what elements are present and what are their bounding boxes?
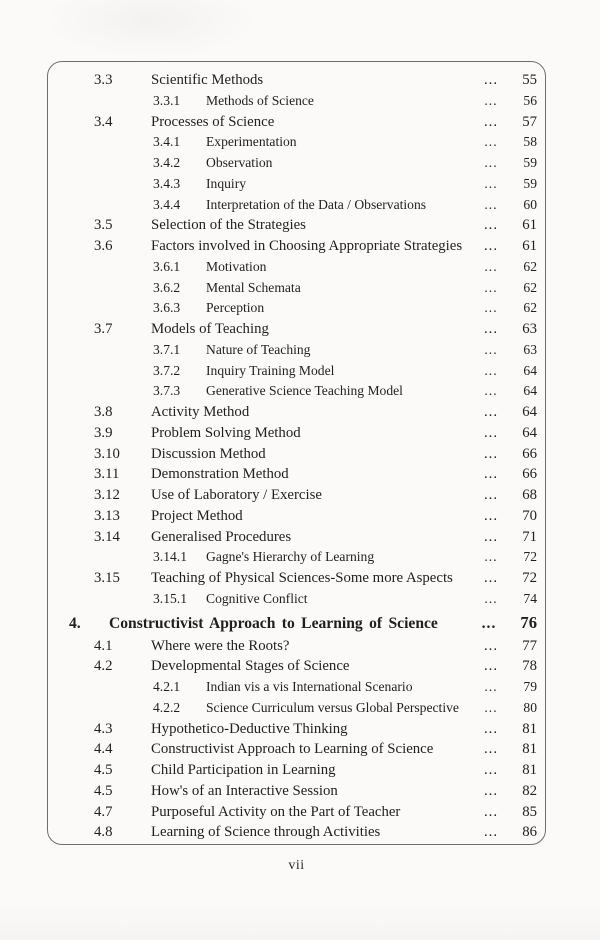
toc-leader-dots: ...	[483, 424, 499, 441]
toc-page-number: 59	[523, 155, 537, 170]
toc-page-number: 61	[522, 217, 537, 234]
toc-leader-dots: ...	[484, 383, 498, 399]
toc-entry-number: 3.6.1	[153, 258, 181, 274]
toc-page-number: 74	[523, 590, 537, 606]
toc-entry-number: 3.4	[94, 113, 113, 130]
toc-leader-dots: ...	[483, 570, 499, 586]
toc-entry-number: 4.5	[94, 762, 113, 778]
toc-entry	[48, 340, 537, 361]
toc-entry	[48, 361, 537, 382]
toc-entry-number: 4.1	[94, 637, 113, 654]
toc-entry-title: Methods of Science	[206, 92, 314, 108]
toc-entry-number: 4.8	[94, 824, 113, 841]
toc-entry-title: Generative Science Teaching Model	[206, 383, 403, 399]
toc-leader-dots: ...	[483, 487, 499, 503]
toc-entry-number: 3.6.3	[153, 300, 181, 316]
toc-page-number: 59	[523, 175, 537, 191]
toc-entry-title: Perception	[206, 300, 265, 316]
toc-entry-title: Cognitive Conflict	[206, 590, 308, 606]
toc-entry-title: Indian vis a vis International Scenario	[206, 679, 413, 694]
toc-entry	[48, 656, 537, 677]
toc-entry	[48, 547, 537, 568]
toc-entry	[48, 719, 537, 740]
toc-entry-title: Selection of the Strategies	[151, 217, 306, 234]
toc-page-number: 78	[522, 658, 537, 675]
folio-page-number: vii	[288, 858, 305, 873]
toc-page-number: 70	[522, 507, 537, 524]
toc-leader-dots: ...	[483, 824, 499, 841]
toc-entry	[48, 610, 537, 636]
toc-entry	[48, 568, 537, 589]
toc-leader-dots: ...	[483, 238, 499, 254]
toc-page-number: 66	[522, 466, 537, 483]
toc-entry-title: Factors involved in Choosing Appropriate Strategies	[151, 238, 463, 254]
toc-leader-dots: ...	[483, 72, 499, 88]
toc-entry	[48, 423, 537, 444]
toc-entry-title: Teaching of Physical Sciences-Some more Aspects	[151, 570, 453, 586]
toc-entry	[48, 781, 537, 802]
toc-entry-number: 3.14.1	[153, 549, 187, 565]
toc-page-number: 61	[522, 238, 537, 254]
toc-page-number: 81	[522, 720, 537, 737]
toc-page-number: 82	[522, 782, 537, 799]
toc-leader-dots: ...	[483, 658, 499, 675]
toc-entry-number: 3.6	[94, 238, 113, 254]
toc-entry-title: Purposeful Activity on the Part of Teacher	[151, 803, 401, 820]
toc-entry	[48, 677, 537, 698]
toc-entry-number: 4.4	[94, 741, 113, 758]
toc-page-number: 86	[522, 824, 537, 841]
toc-entry-number: 3.12	[94, 487, 120, 503]
toc-leader-dots: ...	[483, 217, 499, 234]
toc-entry	[48, 215, 537, 236]
toc-entry-number: 3.4.1	[153, 134, 181, 150]
toc-entry-number: 3.13	[94, 507, 120, 524]
toc-entry	[48, 739, 537, 760]
toc-entry-number: 3.15.1	[153, 590, 187, 606]
toc-page-number: 71	[522, 528, 537, 545]
toc-entry	[48, 760, 537, 781]
toc-entry-title: Discussion Method	[151, 445, 266, 462]
toc-leader-dots: ...	[484, 362, 498, 378]
toc-entry	[48, 506, 537, 527]
toc-leader-dots: ...	[484, 196, 498, 212]
toc-entry-title: Hypothetico-Deductive Thinking	[151, 720, 348, 737]
toc-entry-title: Scientific Methods	[151, 72, 264, 88]
toc-leader-dots: ...	[484, 92, 498, 108]
toc-leader-dots: ...	[483, 466, 499, 483]
toc-entry-title: Child Participation in Learning	[151, 762, 336, 778]
toc-page-number: 68	[522, 487, 537, 503]
toc-entry-number: 3.3.1	[153, 92, 181, 108]
toc-entry	[48, 298, 537, 319]
toc-page-number: 63	[523, 341, 537, 357]
toc-entry-number: 3.15	[94, 570, 120, 586]
toc-entry-title: Activity Method	[151, 404, 250, 420]
toc-entry	[48, 153, 537, 174]
toc-entry	[48, 698, 537, 719]
toc-page-number: 81	[522, 741, 537, 758]
toc-entry-number: 4.2.2	[153, 699, 181, 715]
toc-entry-title: Use of Laboratory / Exercise	[151, 487, 322, 503]
toc-entry-title: Experimentation	[206, 134, 297, 150]
toc-page-number: 62	[523, 300, 537, 316]
toc-page-number: 60	[523, 196, 537, 212]
toc-leader-dots: ...	[484, 699, 498, 715]
toc-leader-dots: ...	[484, 341, 498, 357]
toc-leader-dots: ...	[483, 113, 499, 130]
toc-entry	[48, 236, 537, 257]
toc-entry-number: 4.	[69, 614, 81, 632]
toc-leader-dots: ...	[481, 614, 497, 632]
toc-leader-dots: ...	[483, 637, 499, 654]
toc-leader-dots: ...	[484, 300, 498, 316]
toc-entry-number: 3.6.2	[153, 279, 181, 295]
toc-leader-dots: ...	[483, 782, 499, 799]
toc-entry-title: Mental Schemata	[206, 279, 301, 295]
toc-entry	[48, 636, 537, 657]
toc-entry-number: 3.9	[94, 424, 113, 441]
toc-entry-number: 3.7.1	[153, 341, 181, 357]
toc-frame	[47, 61, 546, 845]
toc-leader-dots: ...	[483, 762, 499, 778]
toc-entry-number: 3.4.4	[153, 196, 181, 212]
scan-artifact-top	[40, 0, 260, 60]
toc-entry-title: Problem Solving Method	[151, 424, 301, 441]
toc-page-number: 77	[522, 637, 537, 654]
toc-entry-number: 4.2	[94, 658, 113, 675]
toc-page-number: 55	[522, 72, 537, 88]
toc-entry-number: 3.7.2	[153, 362, 181, 378]
toc-entry	[48, 257, 537, 278]
toc-entry-number: 3.8	[94, 404, 113, 420]
toc-page-number: 72	[522, 570, 537, 586]
toc-entry-title: Constructivist Approach to Learning of Science	[109, 614, 438, 632]
toc-page-number: 64	[522, 404, 537, 420]
toc-entry	[48, 195, 537, 216]
toc-entry	[48, 802, 537, 823]
toc-leader-dots: ...	[484, 279, 498, 295]
toc-leader-dots: ...	[483, 507, 499, 524]
toc-entry-number: 3.7.3	[153, 383, 181, 399]
toc-entry	[48, 381, 537, 402]
toc-leader-dots: ...	[483, 741, 499, 758]
toc-entry	[48, 464, 537, 485]
toc-entry	[48, 402, 537, 423]
toc-leader-dots: ...	[483, 803, 499, 820]
toc-leader-dots: ...	[484, 679, 498, 694]
toc-page-number: 81	[522, 762, 537, 778]
toc-page-number: 79	[523, 679, 537, 694]
toc-entry	[48, 91, 537, 112]
toc-page-number: 62	[523, 258, 537, 274]
toc-leader-dots: ...	[483, 528, 499, 545]
toc-entry-number: 3.5	[94, 217, 113, 234]
toc-page-number: 85	[522, 803, 537, 820]
toc-entry-title: How's of an Interactive Session	[151, 782, 338, 799]
scan-artifact-bottom	[0, 900, 600, 940]
toc-entry-title: Nature of Teaching	[206, 341, 311, 357]
toc-leader-dots: ...	[483, 321, 499, 337]
toc-page-number: 58	[523, 134, 537, 150]
toc-entry	[48, 589, 537, 610]
toc-entry-title: Inquiry	[206, 175, 247, 191]
toc-leader-dots: ...	[483, 720, 499, 737]
toc-entry-title: Demonstration Method	[151, 466, 289, 483]
toc-page-number: 80	[523, 699, 537, 715]
toc-entry-title: Learning of Science through Activities	[151, 824, 381, 841]
toc-page-number: 66	[522, 445, 537, 462]
toc-entry	[48, 444, 537, 465]
toc-leader-dots: ...	[484, 258, 498, 274]
toc-entry-title: Motivation	[206, 258, 267, 274]
toc-leader-dots: ...	[484, 134, 498, 150]
toc-page-number: 57	[522, 113, 537, 130]
toc-leader-dots: ...	[484, 155, 498, 170]
toc-entry-title: Constructivist Approach to Learning of Science	[151, 741, 434, 758]
toc-entry	[48, 822, 537, 843]
toc-entry	[48, 485, 537, 506]
toc-entry-title: Developmental Stages of Science	[151, 658, 350, 675]
toc-entry-title: Where were the Roots?	[151, 637, 290, 654]
toc-entry	[48, 319, 537, 340]
toc-entry-title: Observation	[206, 155, 273, 170]
toc-entry-number: 4.5	[94, 782, 113, 799]
toc-leader-dots: ...	[484, 549, 498, 565]
toc-entry-title: Interpretation of the Data / Observations	[206, 196, 427, 212]
toc-entry	[48, 70, 537, 91]
toc-entry-title: Processes of Science	[151, 113, 275, 130]
toc-entry-title: Inquiry Training Model	[206, 362, 335, 378]
toc-page-number: 56	[523, 92, 537, 108]
toc-entry-number: 4.2.1	[153, 679, 181, 694]
toc-entry-title: Generalised Procedures	[151, 528, 292, 545]
toc-entry-number: 3.11	[94, 466, 120, 483]
toc-entry-title: Models of Teaching	[151, 321, 269, 337]
toc-leader-dots: ...	[484, 175, 498, 191]
toc-entry	[48, 132, 537, 153]
toc-entry-title: Science Curriculum versus Global Perspective	[206, 699, 459, 715]
toc-list	[48, 70, 537, 843]
toc-page-number: 76	[520, 612, 537, 632]
toc-page-number: 63	[522, 321, 537, 337]
toc-entry-number: 3.4.2	[153, 155, 181, 170]
toc-leader-dots: ...	[483, 445, 499, 462]
toc-entry-number: 3.14	[94, 528, 120, 545]
toc-entry-title: Gagne's Hierarchy of Learning	[206, 549, 375, 565]
toc-page-number: 64	[523, 383, 537, 399]
toc-entry	[48, 174, 537, 195]
toc-entry-number: 3.7	[94, 321, 113, 337]
toc-page-number: 64	[522, 424, 537, 441]
toc-entry-number: 3.4.3	[153, 175, 181, 191]
toc-entry-number: 3.10	[94, 445, 120, 462]
toc-entry-number: 4.3	[94, 720, 113, 737]
toc-entry-title: Project Method	[151, 507, 243, 524]
toc-page-number: 72	[523, 549, 537, 565]
toc-entry-number: 3.3	[94, 72, 113, 88]
toc-leader-dots: ...	[484, 590, 498, 606]
toc-leader-dots: ...	[483, 404, 499, 420]
toc-page-number: 64	[523, 362, 537, 378]
toc-page-number: 62	[523, 279, 537, 295]
toc-entry	[48, 527, 537, 548]
toc-entry-number: 4.7	[94, 803, 113, 820]
toc-entry	[48, 112, 537, 133]
toc-entry	[48, 278, 537, 299]
